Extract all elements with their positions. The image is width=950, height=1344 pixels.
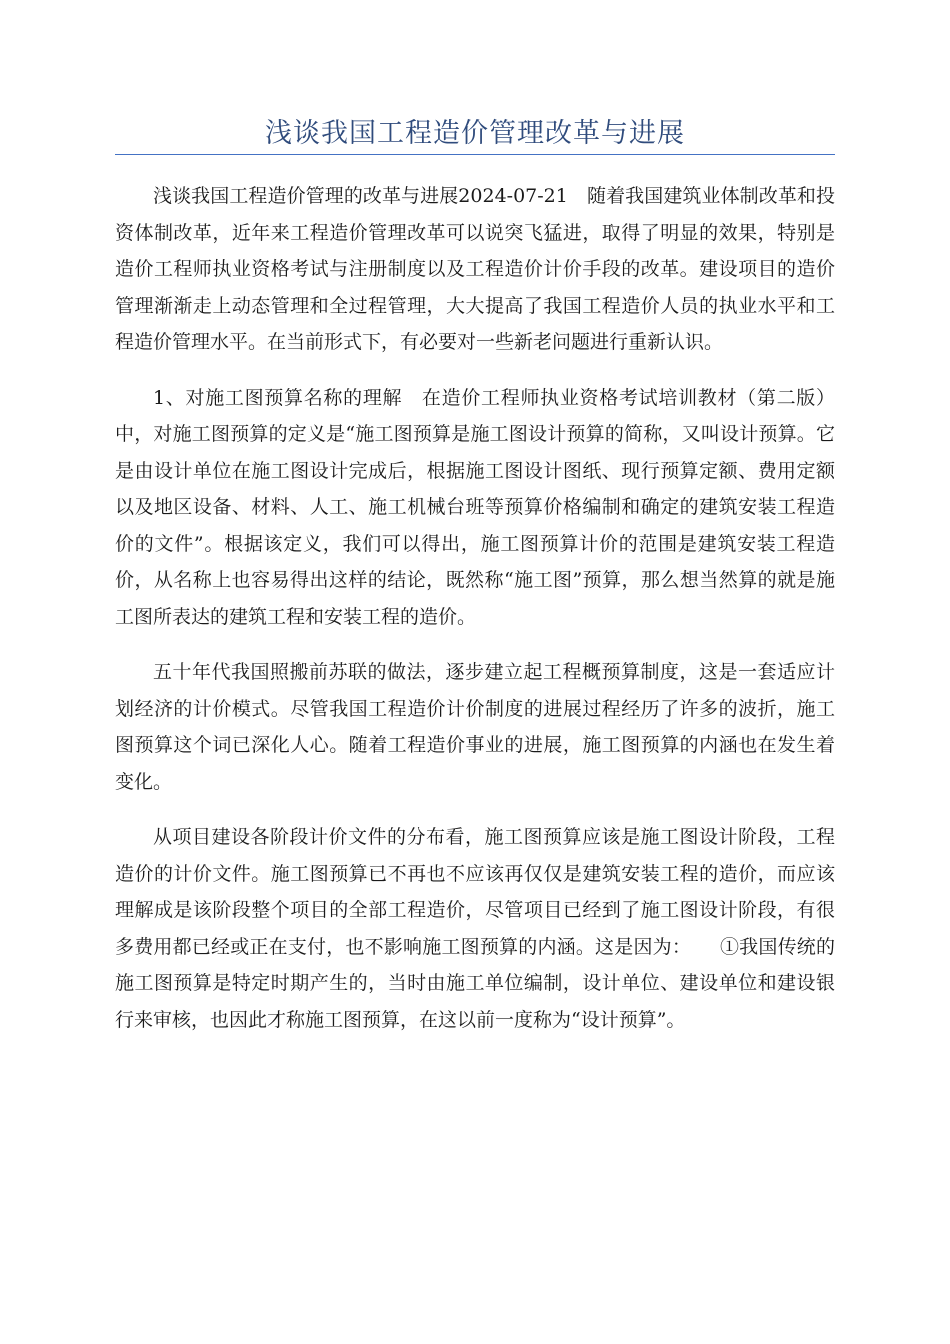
paragraph-intro: 浅谈我国工程造价管理的改革与进展2024-07-21 随着我国建筑业体制改革和投资体制改革，近年来工程造价管理改革可以说突飞猛进，取得了明显的效果，特别是造价工程师执业资格考试与注册制度以及工程造价计价手段的改革。建设项目的造价管理渐渐走上动态管理和全过程管理，大大提高了我国工程造价人员的执业水平和工程造价管理水平。在当前形式下，有必要对一些新老问题进行重新认识。 xyxy=(115,185,835,353)
paragraph-history: 五十年代我国照搬前苏联的做法，逐步建立起工程概预算制度，这是一套适应计划经济的计价模式。尽管我国工程造价计价制度的进展过程经历了许多的波折，施工图预算这个词已深化人心。随着工程造价事业的进展，施工图预算的内涵也在发生着变化。 xyxy=(115,661,835,793)
paragraph-analysis: 从项目建设各阶段计价文件的分布看，施工图预算应该是施工图设计阶段，工程造价的计价文件。施工图预算已不再也不应该再仅仅是建筑安装工程的造价，而应该理解成是该阶段整个项目的全部工程造价，尽管项目已经到了施工图设计阶段，有很多费用都已经或正在支付，也不影响施工图预算的内涵。这是因为： ①我国传统的施工图预算是特定时期产生的，当时由施工单位编制，设计单位、建设单位和建设银行来审核，也因此才称施工图预算，在这以前一度称为“设计预算”。 xyxy=(115,826,835,1031)
document-body xyxy=(115,178,835,1057)
paragraph-section-1: 1、对施工图预算名称的理解 在造价工程师执业资格考试培训教材（第二版）中，对施工图预算的定义是“施工图预算是施工图设计预算的简称，又叫设计预算。它是由设计单位在施工图设计完成后，根据施工图设计图纸、现行预算定额、费用定额以及地区设备、材料、人工、施工机械台班等预算价格编制和确定的建筑安装工程造价的文件”。根据该定义，我们可以得出，施工图预算计价的范围是建筑安装工程造价，从名称上也容易得出这样的结论，既然称“施工图”预算，那么想当然算的就是施工图所表达的建筑工程和安装工程的造价。 xyxy=(115,386,835,628)
title-underline xyxy=(115,154,835,155)
document-title: 浅谈我国工程造价管理改革与进展 xyxy=(265,118,685,149)
